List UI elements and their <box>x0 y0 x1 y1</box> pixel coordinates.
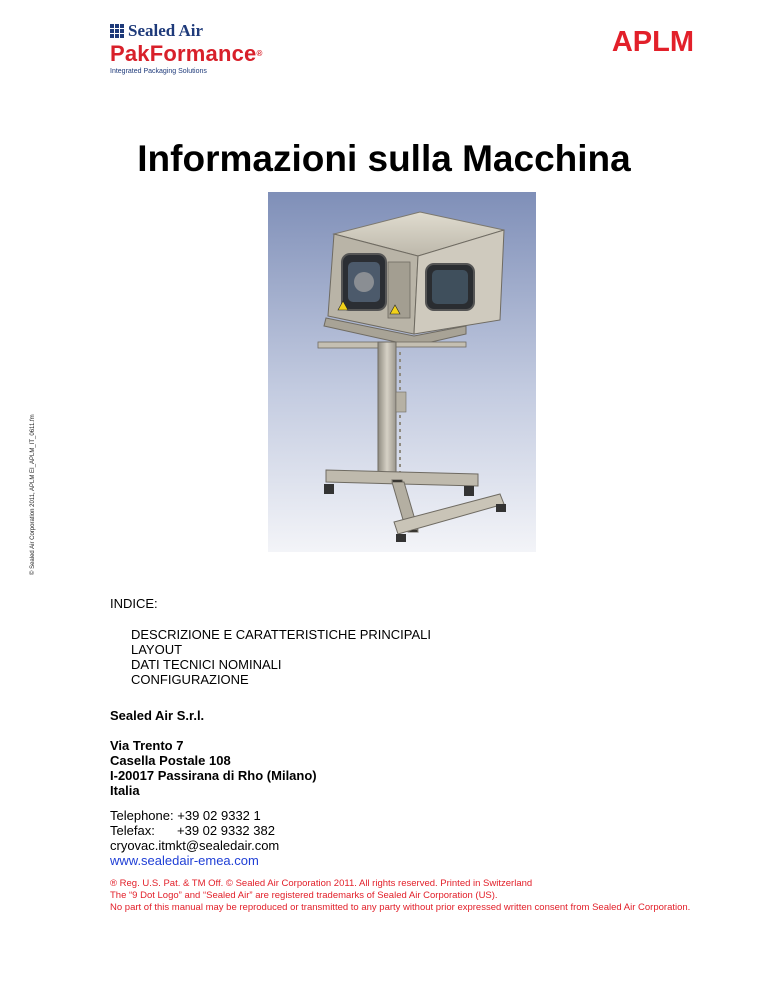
brand-line <box>110 22 310 40</box>
legal-line: No part of this manual may be reproduced or transmitted to any party without prior expressed written consent from Sealed Air Corporation. <box>110 902 691 913</box>
address-line: Via Trento 7 <box>110 738 184 753</box>
table-of-contents <box>131 627 431 687</box>
address-line: I-20017 Passirana di Rho (Milano) <box>110 768 317 783</box>
legal-line: ® Reg. U.S. Pat. & TM Off. © Sealed Air Corporation 2011. All rights reserved. Printed in Switzerland <box>110 878 533 889</box>
toc-item[interactable]: DATI TECNICI NOMINALI <box>131 657 282 672</box>
index-label: INDICE: <box>110 596 158 611</box>
toc-item[interactable]: LAYOUT <box>131 642 183 657</box>
sealed-air-logo <box>110 22 310 75</box>
website-link[interactable]: www.sealedair-emea.com <box>110 853 259 868</box>
company-name: Sealed Air S.r.l. <box>110 708 205 723</box>
legal-line: The “9 Dot Logo” and “Sealed Air” are registered trademarks of Sealed Air Corporation (US). <box>110 890 498 901</box>
product-brand-name: PakFormance <box>110 41 257 66</box>
product-brand <box>110 42 310 66</box>
telefax-row <box>110 823 279 838</box>
address-line: Casella Postale 108 <box>110 753 231 768</box>
telefax-label: Telefax: <box>110 823 155 838</box>
telephone-row <box>110 808 279 823</box>
document-code: APLM <box>611 26 694 58</box>
side-copyright-note: © Sealed Air Corporation 2011, APLM EI_APLM_IT_0611.fm <box>30 414 36 575</box>
company-address <box>110 738 317 798</box>
page-title: Informazioni sulla Macchina <box>137 138 631 179</box>
email[interactable]: cryovac.itmkt@sealedair.com <box>110 838 280 853</box>
telephone-value: +39 02 9332 1 <box>177 808 261 823</box>
toc-item[interactable]: DESCRIZIONE E CARATTERISTICHE PRINCIPALI <box>131 627 432 642</box>
nine-dot-logo-icon <box>110 24 124 38</box>
machine-photo <box>268 192 536 552</box>
brand-name: Sealed Air <box>128 21 204 40</box>
brand-tagline: Integrated Packaging Solutions <box>110 68 207 75</box>
address-line: Italia <box>110 783 140 798</box>
contact-block <box>110 808 279 868</box>
registered-mark: ® <box>256 49 263 58</box>
telephone-label: Telephone: <box>110 808 174 823</box>
telefax-value: +39 02 9332 382 <box>177 823 275 838</box>
legal-notice <box>110 878 700 914</box>
toc-item[interactable]: CONFIGURAZIONE <box>131 672 249 687</box>
